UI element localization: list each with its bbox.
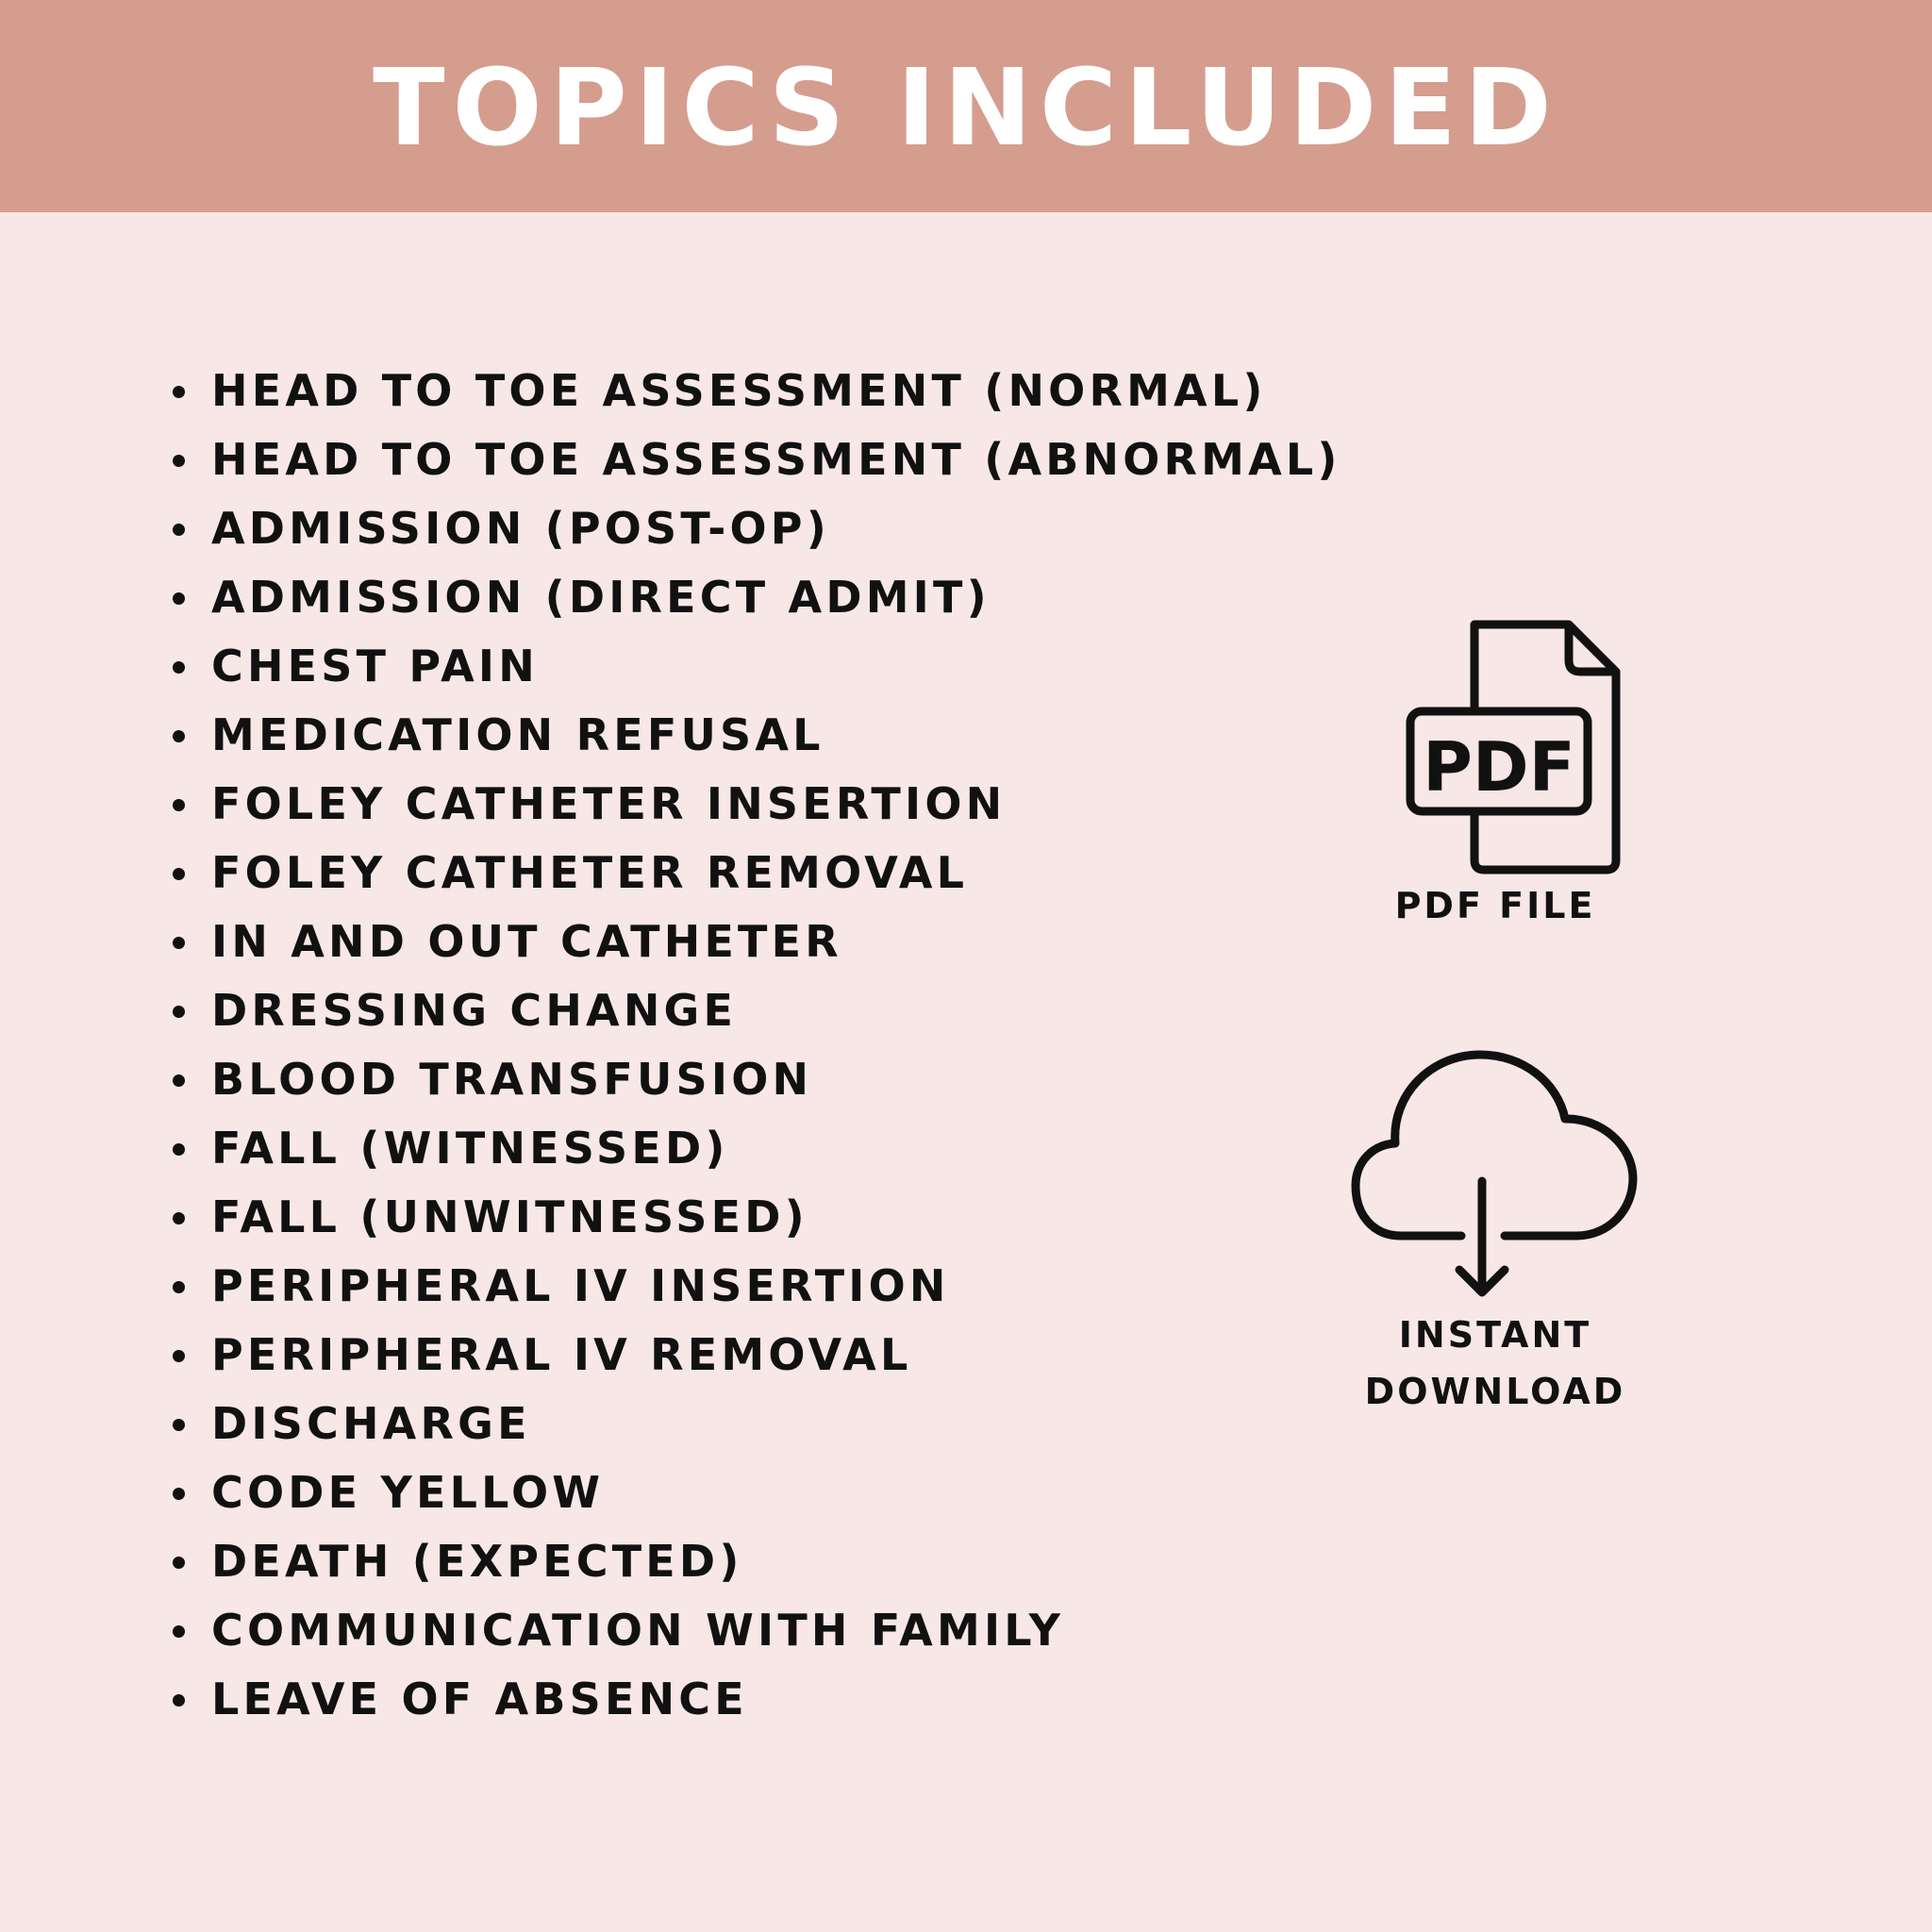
bullet-icon	[173, 1143, 185, 1156]
topic-item	[170, 839, 1341, 908]
topic-label: CHEST PAIN	[211, 641, 539, 691]
bullet-icon	[173, 799, 185, 811]
topic-item	[170, 1458, 1341, 1527]
bullet-icon	[173, 1074, 185, 1087]
cloud-download-icon	[1344, 1042, 1646, 1307]
topic-item	[170, 1252, 1341, 1321]
topic-item	[170, 425, 1341, 494]
bullet-icon	[173, 1281, 185, 1293]
bullet-icon	[173, 524, 185, 536]
topic-item	[170, 1596, 1341, 1665]
bullet-icon	[173, 592, 185, 605]
topic-label: LEAVE OF ABSENCE	[211, 1674, 748, 1724]
topic-item	[170, 1114, 1341, 1183]
bullet-icon	[173, 1212, 185, 1224]
header-banner	[0, 0, 1932, 212]
bullet-icon	[173, 1694, 185, 1707]
topic-item	[170, 701, 1341, 770]
bullet-icon	[173, 730, 185, 742]
instant-download-feature	[1302, 1042, 1689, 1420]
topic-label: IN AND OUT CATHETER	[211, 916, 842, 967]
bullet-icon	[173, 1006, 185, 1018]
instant-download-label-line-2: DOWNLOAD	[1364, 1371, 1626, 1412]
topic-item	[170, 563, 1341, 632]
topic-item	[170, 632, 1341, 701]
bullet-icon	[173, 1419, 185, 1431]
topic-item	[170, 1390, 1341, 1458]
pdf-file-feature	[1302, 613, 1689, 934]
topic-label: BLOOD TRANSFUSION	[211, 1054, 813, 1105]
topic-label: ADMISSION (DIRECT ADMIT)	[211, 572, 991, 623]
topic-label: HEAD TO TOE ASSESSMENT (ABNORMAL)	[211, 434, 1341, 485]
topic-label: FALL (WITNESSED)	[211, 1123, 729, 1174]
topic-item	[170, 357, 1341, 425]
topic-item	[170, 1527, 1341, 1596]
topic-label: FOLEY CATHETER REMOVAL	[211, 847, 969, 898]
bullet-icon	[173, 937, 185, 949]
bullet-icon	[173, 868, 185, 880]
bullet-icon	[173, 1488, 185, 1500]
topic-item	[170, 1183, 1341, 1252]
topic-item	[170, 770, 1341, 839]
topic-label: MEDICATION REFUSAL	[211, 709, 824, 760]
topic-item	[170, 908, 1341, 976]
topic-label: PERIPHERAL IV INSERTION	[211, 1260, 950, 1311]
topic-item	[170, 976, 1341, 1045]
topic-label: HEAD TO TOE ASSESSMENT (NORMAL)	[211, 365, 1267, 416]
instant-download-label	[1302, 1307, 1689, 1420]
topic-label: ADMISSION (POST-OP)	[211, 503, 830, 554]
topic-label: FOLEY CATHETER INSERTION	[211, 778, 1007, 829]
bullet-icon	[173, 1557, 185, 1569]
topic-item	[170, 1321, 1341, 1390]
topic-label: COMMUNICATION WITH FAMILY	[211, 1605, 1065, 1656]
topic-label: DRESSING CHANGE	[211, 985, 738, 1036]
pdf-file-icon	[1363, 613, 1627, 877]
bullet-icon	[173, 661, 185, 674]
topic-item	[170, 1665, 1341, 1734]
topic-label: DEATH (EXPECTED)	[211, 1536, 743, 1587]
bullet-icon	[173, 455, 185, 467]
page-title: TOPICS INCLUDED	[373, 46, 1559, 170]
instant-download-label-line-1: INSTANT	[1398, 1314, 1592, 1356]
bullet-icon	[173, 1350, 185, 1362]
topics-list	[170, 357, 1341, 1734]
pdf-badge-text: PDF	[1423, 727, 1575, 807]
pdf-file-label: PDF FILE	[1394, 885, 1596, 926]
topic-label: FALL (UNWITNESSED)	[211, 1191, 808, 1242]
topic-label: PERIPHERAL IV REMOVAL	[211, 1329, 912, 1380]
topic-label: DISCHARGE	[211, 1398, 531, 1449]
bullet-icon	[173, 1625, 185, 1638]
topic-item	[170, 494, 1341, 563]
bullet-icon	[173, 386, 185, 398]
topic-label: CODE YELLOW	[211, 1467, 605, 1518]
topic-item	[170, 1045, 1341, 1114]
